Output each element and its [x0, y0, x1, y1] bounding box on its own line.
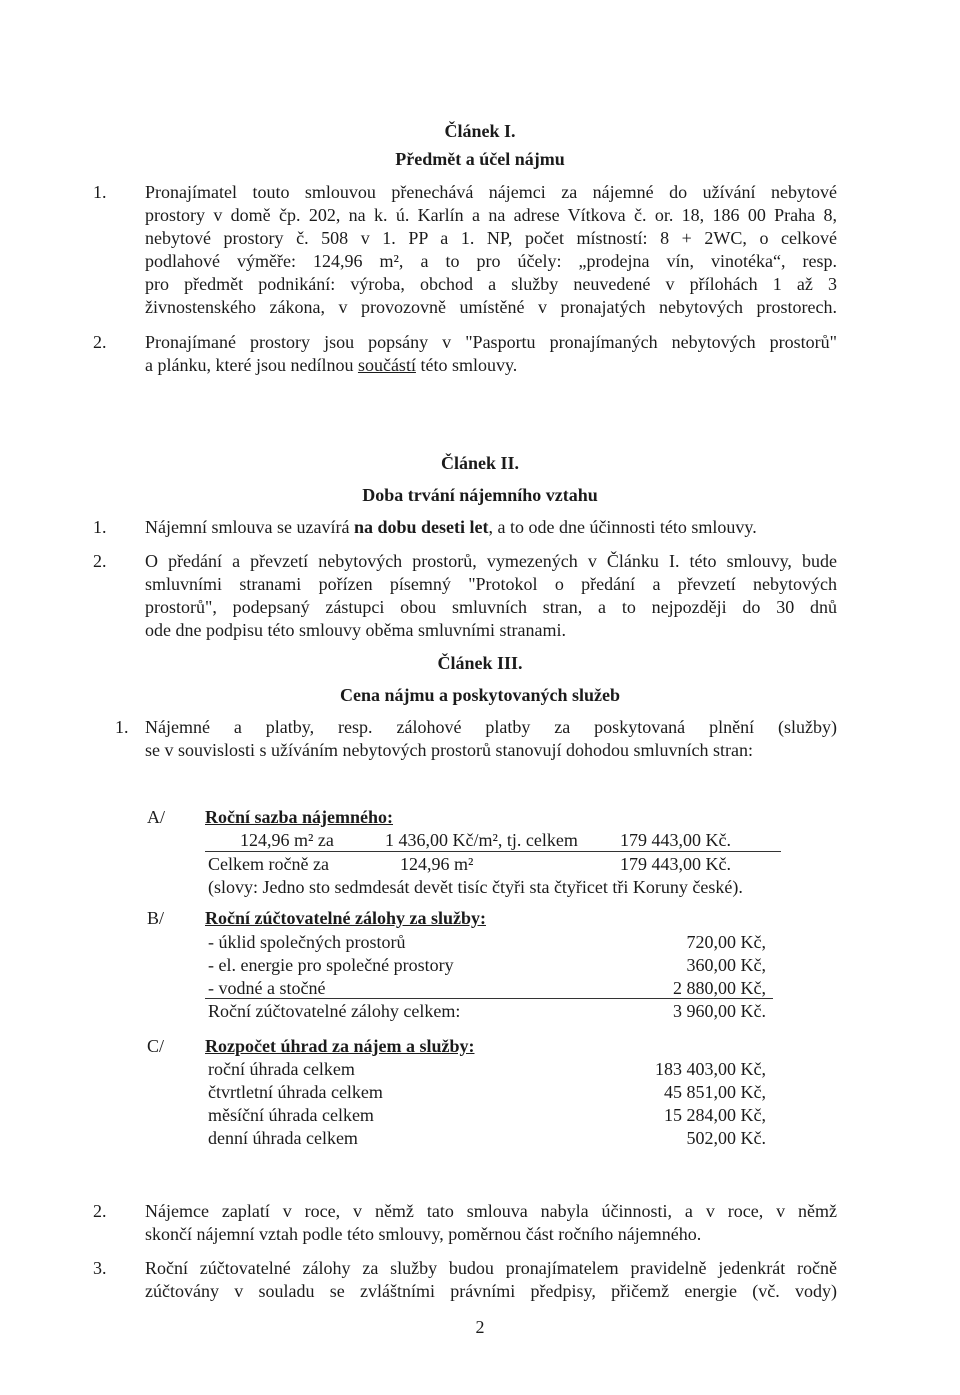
- amount-in-words: (slovy: Jedno sto sedmdesát devět tisíc čtyři sta čtyřicet tři Koruny české).: [208, 877, 743, 897]
- article-3-subheading: Cena nájmu a poskytovaných služeb: [339, 685, 621, 705]
- article-3-paragraph-2-line: Nájemce zaplatí v roce, v němž tato smlouva nabyla účinnosti, a v roce, v němž: [145, 1201, 837, 1221]
- article-3-paragraph-3-line: zúčtovány v souladu se zvláštními právními předpisy, přičemž energie (vč. vody): [145, 1281, 837, 1301]
- annual-total-amount: 179 443,00 Kč.: [620, 854, 731, 874]
- article-2-paragraph-1-number: 1.: [93, 517, 107, 537]
- payment-item-name: roční úhrada celkem: [208, 1059, 355, 1079]
- annual-total-label: Celkem ročně za: [208, 854, 329, 874]
- article-3-paragraph-3-number: 3.: [93, 1258, 107, 1278]
- service-item-name: - vodné a stočné: [208, 978, 326, 998]
- article-3-paragraph-3-line: Roční zúčtovatelné zálohy za služby budou pronajímatelem pravidelně jedenkrát ročně: [145, 1258, 837, 1278]
- article-3-paragraph-1-last-line: se v souvislosti s užíváním nebytových prostorů stanovují dohodou smluvních stran:: [145, 740, 753, 760]
- section-c-label: C/: [147, 1036, 165, 1056]
- article-2-heading: Článek II.: [440, 453, 520, 473]
- article-3-paragraph-2-last-line: skončí nájemní vztah podle této smlouvy, poměrnou část ročního nájemného.: [145, 1224, 702, 1244]
- rent-total: 179 443,00 Kč.: [620, 830, 731, 850]
- payment-item-name: denní úhrada celkem: [208, 1128, 358, 1148]
- payment-item-amount: 502,00 Kč.: [686, 1128, 766, 1148]
- article-1-paragraph-1-line: pro předmět podnikání: výroba, obchod a služby neuvedené v přílohách 1 až 3: [145, 274, 837, 294]
- section-c-title: Rozpočet úhrad za nájem a služby:: [205, 1036, 475, 1056]
- article-1-paragraph-1-line: nebytové prostory č. 508 v 1. PP a 1. NP, počet místností: 8 + 2WC, o celkové: [145, 228, 837, 248]
- article-1-paragraph-1-line: Pronajímatel touto smlouvou přenechává nájemci za nájemné do užívání nebytové: [145, 182, 837, 202]
- service-item-amount: 360,00 Kč,: [686, 955, 766, 975]
- article-2-paragraph-2-line: smluvními stranami pořízen písemný "Protokol o předání a převzetí nebytových: [145, 574, 837, 594]
- payment-item-amount: 45 851,00 Kč,: [664, 1082, 766, 1102]
- article-2-paragraph-2-line: prostorů", podepsaný zástupci obou smluvních stran, a to nejpozději do 30 dnů: [145, 597, 837, 617]
- article-1-paragraph-1-number: 1.: [93, 182, 107, 202]
- payment-item-name: čtvrtletní úhrada celkem: [208, 1082, 383, 1102]
- annual-total-area: 124,96 m²: [400, 854, 474, 874]
- section-a-label: A/: [147, 807, 165, 827]
- article-2-paragraph-2-line: O předání a převzetí nebytových prostorů, vymezených v Článku I. této smlouvy, bude: [145, 551, 837, 571]
- rent-area: 124,96 m² za: [240, 830, 334, 850]
- rent-rate: 1 436,00 Kč/m², tj. celkem: [385, 830, 578, 850]
- service-item-name: - úklid společných prostorů: [208, 932, 406, 952]
- article-1-paragraph-2-line: Pronajímané prostory jsou popsány v "Pasportu pronajímaných nebytových prostorů": [145, 332, 837, 352]
- services-total-label: Roční zúčtovatelné zálohy celkem:: [208, 1001, 461, 1021]
- section-a-title: Roční sazba nájemného:: [205, 807, 393, 827]
- page-number: 2: [475, 1317, 485, 1337]
- article-2-paragraph-2-last-line: ode dne podpisu této smlouvy oběma smluvními stranami.: [145, 620, 566, 640]
- article-1-heading: Článek I.: [444, 121, 516, 141]
- services-total-amount: 3 960,00 Kč.: [673, 1001, 766, 1021]
- service-item-amount: 2 880,00 Kč,: [673, 978, 766, 998]
- article-1-paragraph-1-line: podlahové výměře: 124,96 m², a to pro účely: „prodejna vín, vinotéka“, resp.: [145, 251, 837, 271]
- service-item-name: - el. energie pro společné prostory: [208, 955, 454, 975]
- article-1-paragraph-2-last-line: a plánku, které jsou nedílnou součástí této smlouvy.: [145, 355, 518, 375]
- payment-item-amount: 15 284,00 Kč,: [664, 1105, 766, 1125]
- article-3-paragraph-1-line: Nájemné a platby, resp. zálohové platby za poskytovaná plnění (služby): [145, 717, 837, 737]
- section-b-label: B/: [147, 908, 165, 928]
- article-1-subheading: Předmět a účel nájmu: [395, 149, 565, 169]
- article-3-heading: Článek III.: [437, 653, 523, 673]
- section-b-title: Roční zúčtovatelné zálohy za služby:: [205, 908, 486, 928]
- article-3-paragraph-1-number: 1.: [115, 717, 129, 737]
- article-2-paragraph-2-number: 2.: [93, 551, 107, 571]
- article-1-paragraph-2-number: 2.: [93, 332, 107, 352]
- table-rule: [205, 851, 781, 852]
- service-item-amount: 720,00 Kč,: [686, 932, 766, 952]
- table-rule: [205, 998, 773, 999]
- article-1-paragraph-1-line: živnostenského zákona, v provozovně umístěné v pronajatých nebytových prostorech.: [145, 297, 837, 317]
- article-2-subheading: Doba trvání nájemního vztahu: [362, 485, 598, 505]
- payment-item-amount: 183 403,00 Kč,: [655, 1059, 766, 1079]
- payment-item-name: měsíční úhrada celkem: [208, 1105, 374, 1125]
- article-2-paragraph-1: Nájemní smlouva se uzavírá na dobu deseti let, a to ode dne účinnosti této smlouvy.: [145, 517, 757, 537]
- article-3-paragraph-2-number: 2.: [93, 1201, 107, 1221]
- article-1-paragraph-1-line: prostory v domě čp. 202, na k. ú. Karlín a na adrese Vítkova č. or. 18, 186 00 Praha 8,: [145, 205, 837, 225]
